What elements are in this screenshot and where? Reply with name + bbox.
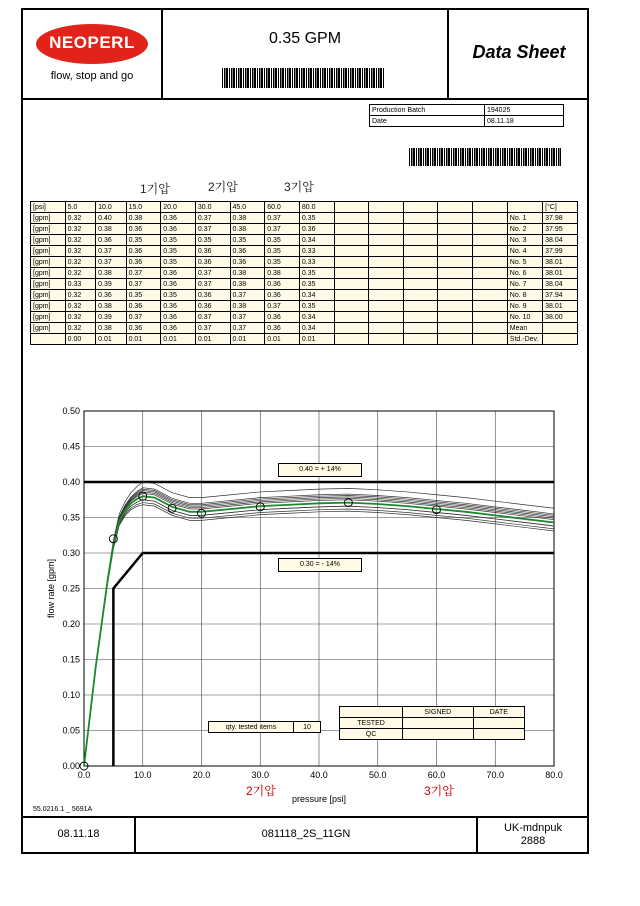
y-tick-label: 0.45 (62, 441, 80, 452)
x-tick-label: 50.0 (368, 770, 387, 780)
date-label: Date (370, 116, 485, 127)
flow-value: 0.38 (265, 268, 300, 279)
flow-value: 0.36 (265, 279, 300, 290)
flow-value: 0.36 (161, 301, 196, 312)
flow-value: 0.37 (126, 268, 161, 279)
sample-name: No. 2 (507, 224, 542, 235)
flow-value: 0.01 (161, 334, 196, 345)
flow-value: 0.32 (65, 323, 95, 334)
sample-temp: 37.94 (543, 290, 578, 301)
upper-limit-label: 0.40 = + 14% (278, 463, 362, 477)
sample-name: No. 10 (507, 312, 542, 323)
flow-value: 0.35 (299, 279, 334, 290)
annotation-2atm-bottom: 2기압 (246, 784, 276, 798)
flow-value: 0.36 (195, 246, 230, 257)
sample-temp: 38.01 (543, 301, 578, 312)
logo-text: NEOPERL (49, 33, 135, 52)
flow-value: 0.39 (96, 279, 126, 290)
flow-value: 0.36 (126, 301, 161, 312)
flow-value: 0.35 (161, 257, 196, 268)
y-tick-label: 0.30 (62, 548, 80, 558)
sample-name: No. 9 (507, 301, 542, 312)
x-tick-label: 10.0 (133, 770, 152, 780)
y-tick-label: 0.00 (62, 761, 80, 771)
flow-value: 0.32 (65, 301, 95, 312)
flow-value: 0.37 (195, 323, 230, 334)
flow-value: 0.37 (195, 312, 230, 323)
sample-temp: 38.01 (543, 257, 578, 268)
flow-value: 0.37 (230, 290, 265, 301)
flow-value: 0.32 (65, 246, 95, 257)
flow-value: 0.01 (195, 334, 230, 345)
row-unit: [gpm] (31, 279, 66, 290)
flow-value: 0.36 (161, 312, 196, 323)
flow-value: 0.36 (161, 213, 196, 224)
flow-value: 0.40 (96, 213, 126, 224)
flow-value: 0.38 (230, 301, 265, 312)
flow-value: 0.01 (265, 334, 300, 345)
y-tick-label: 0.25 (62, 583, 80, 594)
flow-value: 0.38 (96, 301, 126, 312)
flow-value: 0.36 (96, 290, 126, 301)
production-batch-value: 194025 (485, 105, 564, 116)
flow-value: 0.35 (265, 257, 300, 268)
flow-value: 0.34 (299, 323, 334, 334)
flow-value: 0.37 (195, 224, 230, 235)
x-tick-label: 70.0 (486, 770, 505, 780)
sample-temp: 37.99 (543, 246, 578, 257)
flow-value: 0.01 (230, 334, 265, 345)
flow-value: 0.32 (65, 224, 95, 235)
row-unit: [gpm] (31, 290, 66, 301)
sample-temp: 38.04 (543, 235, 578, 246)
sample-name: No. 6 (507, 268, 542, 279)
sample-name: No. 3 (507, 235, 542, 246)
doc-code: 55.0216.1 _ 5691A (33, 806, 93, 813)
flow-value: 0.38 (230, 213, 265, 224)
annotation-2atm-top: 2기압 (208, 180, 238, 194)
flow-value: 0.37 (195, 213, 230, 224)
flow-value: 0.32 (65, 290, 95, 301)
flow-value: 0.35 (299, 268, 334, 279)
flow-value: 0.01 (126, 334, 161, 345)
x-tick-label: 60.0 (427, 770, 446, 780)
x-axis-label: pressure [psi] (291, 794, 347, 804)
flow-value: 0.37 (265, 224, 300, 235)
sample-name: No. 1 (507, 213, 542, 224)
tagline: flow, stop and go (50, 70, 134, 82)
y-tick-label: 0.15 (62, 654, 80, 665)
flow-value: 0.36 (161, 268, 196, 279)
row-unit: [gpm] (31, 312, 66, 323)
qc-date[interactable] (473, 729, 524, 740)
sample-name: No. 5 (507, 257, 542, 268)
tested-signed[interactable] (403, 718, 474, 729)
flow-value: 0.36 (126, 224, 161, 235)
flow-value: 0.37 (195, 268, 230, 279)
production-batch-label: Production Batch (370, 105, 485, 116)
sample-temp: 38.00 (543, 312, 578, 323)
flow-value: 0.35 (161, 290, 196, 301)
flow-value: 0.36 (230, 246, 265, 257)
row-unit: [gpm] (31, 246, 66, 257)
y-tick-label: 0.05 (62, 725, 80, 736)
flow-value: 0.37 (265, 301, 300, 312)
flow-value: 0.32 (65, 213, 95, 224)
flow-value: 0.37 (230, 323, 265, 334)
flow-value: 0.32 (65, 257, 95, 268)
flow-value: 0.32 (65, 268, 95, 279)
flow-value: 0.38 (230, 224, 265, 235)
y-tick-label: 0.35 (62, 512, 80, 523)
x-tick-label: 30.0 (251, 770, 270, 780)
psi-header: 80.0 (299, 202, 334, 213)
flow-value: 0.36 (126, 257, 161, 268)
flow-value: 0.38 (126, 213, 161, 224)
flow-value: 0.36 (161, 279, 196, 290)
psi-header: 45.0 (230, 202, 265, 213)
flow-value: 0.35 (161, 235, 196, 246)
qty-label: qty. tested items (209, 722, 294, 733)
flow-value: 0.36 (161, 224, 196, 235)
row-unit: [gpm] (31, 235, 66, 246)
flow-value: 0.34 (299, 290, 334, 301)
sample-name: Std.-Dev. (507, 334, 542, 345)
flow-value: 0.36 (195, 301, 230, 312)
row-unit: [gpm] (31, 301, 66, 312)
flow-value: 0.39 (96, 312, 126, 323)
flow-value: 0.38 (96, 224, 126, 235)
signoff-blank (340, 707, 403, 718)
sample-name: No. 4 (507, 246, 542, 257)
psi-unit-header: [psi] (31, 202, 66, 213)
psi-header: 30.0 (195, 202, 230, 213)
y-tick-label: 0.50 (62, 406, 80, 416)
y-tick-label: 0.40 (62, 477, 80, 487)
flow-value: 0.36 (195, 257, 230, 268)
flow-value: 0.37 (126, 312, 161, 323)
sample-temp: 38.04 (543, 279, 578, 290)
row-unit: [gpm] (31, 257, 66, 268)
sample-temp: 37.95 (543, 224, 578, 235)
flow-value: 0.36 (126, 246, 161, 257)
flow-value: 0.37 (96, 257, 126, 268)
row-unit: [gpm] (31, 224, 66, 235)
flow-value: 0.32 (65, 235, 95, 246)
flow-value: 0.33 (299, 246, 334, 257)
flow-value: 0.35 (299, 213, 334, 224)
annotation-3atm-bottom: 3기압 (424, 784, 454, 798)
psi-header: 20.0 (161, 202, 196, 213)
date-value: 08.11.18 (485, 116, 564, 127)
sample-name: No. 7 (507, 279, 542, 290)
sample-temp: 38.01 (543, 268, 578, 279)
qc-signed[interactable] (403, 729, 474, 740)
annotation-3atm-top: 3기압 (284, 180, 314, 194)
flow-value: 0.01 (96, 334, 126, 345)
flow-value: 0.00 (65, 334, 95, 345)
flow-value: 0.36 (299, 224, 334, 235)
flow-value: 0.37 (126, 279, 161, 290)
psi-header: 60.0 (265, 202, 300, 213)
x-tick-label: 20.0 (192, 770, 211, 780)
footer-user: UK-mdnpuk (503, 822, 563, 834)
sample-temp: 37.98 (543, 213, 578, 224)
flow-value: 0.35 (195, 235, 230, 246)
footer-date: 08.11.18 (57, 828, 100, 840)
y-axis-label: flow rate [gpm] (46, 558, 56, 619)
psi-header: 10.0 (96, 202, 126, 213)
footer-user-number: 2888 (520, 835, 546, 847)
row-unit: [gpm] (31, 268, 66, 279)
signoff-table (339, 706, 525, 740)
flow-value: 0.34 (299, 235, 334, 246)
flow-value: 0.33 (299, 257, 334, 268)
row-unit: [gpm] (31, 323, 66, 334)
sample-name: Mean (507, 323, 542, 334)
flow-value: 0.36 (161, 323, 196, 334)
flow-value: 0.35 (161, 246, 196, 257)
flow-value: 0.32 (65, 312, 95, 323)
psi-header: 5.0 (65, 202, 95, 213)
flow-value: 0.36 (265, 312, 300, 323)
flow-value: 0.35 (265, 235, 300, 246)
flow-value: 0.38 (230, 279, 265, 290)
x-tick-label: 80.0 (545, 770, 563, 780)
flow-value: 0.35 (126, 290, 161, 301)
flow-value: 0.35 (230, 235, 265, 246)
flow-value: 0.37 (230, 312, 265, 323)
temp-unit-header: [°C] (543, 202, 578, 213)
x-tick-label: 0.0 (77, 770, 91, 780)
flow-value: 0.36 (195, 290, 230, 301)
flow-value: 0.38 (96, 323, 126, 334)
flow-value: 0.36 (96, 235, 126, 246)
row-unit: [gpm] (31, 213, 66, 224)
flow-value: 0.38 (96, 268, 126, 279)
qc-label: QC (340, 729, 403, 740)
qty-table (208, 721, 321, 733)
doc-type-title: Data Sheet (472, 42, 566, 62)
x-tick-label: 40.0 (310, 770, 328, 780)
flow-value: 0.33 (65, 279, 95, 290)
footer-code: 081118_2S_11GN (261, 828, 351, 840)
flow-value: 0.36 (265, 290, 300, 301)
lower-limit-label: 0.30 = - 14% (278, 558, 362, 572)
sample-name: No. 8 (507, 290, 542, 301)
tested-label: TESTED (340, 718, 403, 729)
flow-value: 0.36 (265, 323, 300, 334)
flow-value: 0.35 (265, 246, 300, 257)
tested-date[interactable] (473, 718, 524, 729)
y-tick-label: 0.20 (62, 619, 80, 629)
flow-value: 0.37 (195, 279, 230, 290)
product-title: 0.35 GPM (268, 30, 342, 47)
psi-header: 15.0 (126, 202, 161, 213)
flow-value: 0.37 (265, 213, 300, 224)
flow-value: 0.35 (299, 301, 334, 312)
y-tick-label: 0.10 (62, 690, 80, 700)
date-header: DATE (473, 707, 524, 718)
qty-value: 10 (294, 722, 321, 733)
flow-value: 0.34 (299, 312, 334, 323)
flow-value: 0.36 (126, 323, 161, 334)
flow-value: 0.36 (230, 257, 265, 268)
signed-header: SIGNED (403, 707, 474, 718)
annotation-1atm-top: 1기압 (140, 182, 170, 196)
flow-value: 0.35 (126, 235, 161, 246)
flow-value: 0.38 (230, 268, 265, 279)
flow-value: 0.01 (299, 334, 334, 345)
flow-value: 0.37 (96, 246, 126, 257)
